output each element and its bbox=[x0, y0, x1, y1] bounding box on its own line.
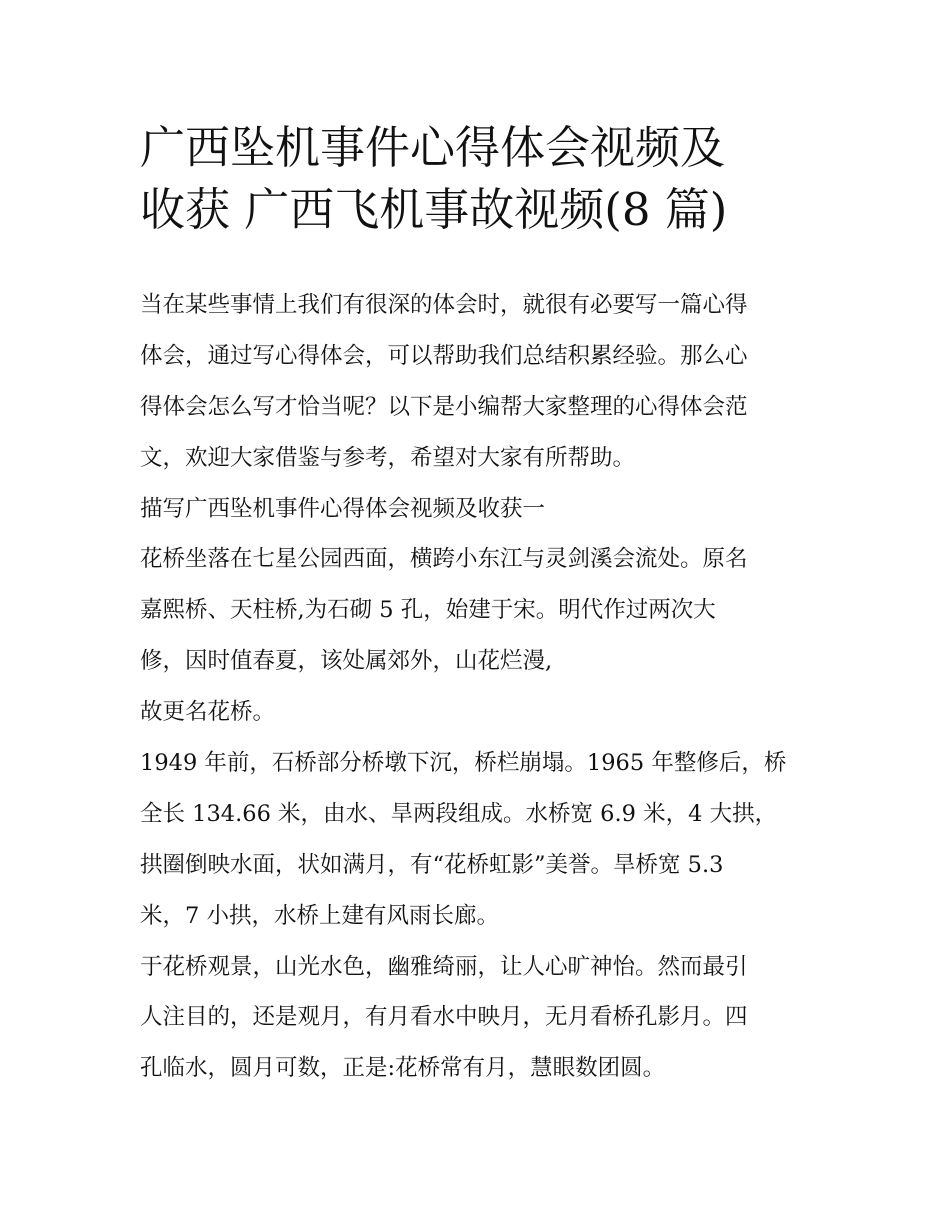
document-title bbox=[140, 117, 840, 241]
paragraph-line: 花桥坐落在七星公园西面，横跨小东江与灵剑溪会流处。原名 bbox=[140, 546, 748, 573]
paragraph-line: 体会，通过写心得体会，可以帮助我们总结积累经验。那么心 bbox=[140, 342, 748, 369]
document-body bbox=[140, 280, 830, 1094]
paragraph-line: 当在某些事情上我们有很深的体会时，就很有必要写一篇心得 bbox=[140, 292, 748, 318]
paragraph-line: 修，因时值春夏，该处属郊外，山花烂漫, bbox=[140, 648, 553, 675]
paragraph-line: 孔临水，圆月可数，正是:花桥常有月，慧眼数团圆。 bbox=[140, 1055, 666, 1082]
paragraph-line: 故更名花桥。 bbox=[140, 699, 276, 726]
paragraph-line: 文，欢迎大家借鉴与参考，希望对大家有所帮助。 bbox=[140, 444, 636, 471]
section-heading: 描写广西坠机事件心得体会视频及收获一 bbox=[140, 495, 546, 522]
paragraph-line: 人注目的，还是观月，有月看水中映月，无月看桥孔影月。四 bbox=[140, 1004, 748, 1031]
paragraph-line: 拱圈倒映水面，状如满月，有“花桥虹影”美誉。旱桥宽 5.3 bbox=[140, 851, 724, 878]
paragraph-line: 于花桥观景，山光水色，幽雅绮丽，让人心旷神怡。然而最引 bbox=[140, 953, 748, 980]
paragraph-line: 米，7 小拱，水桥上建有风雨长廊。 bbox=[140, 902, 499, 929]
paragraph-line: 1949 年前，石桥部分桥墩下沉，桥栏崩塌。1965 年整修后，桥 bbox=[140, 750, 787, 777]
paragraph-line: 嘉熙桥、天柱桥,为石砌 5 孔，始建于宋。明代作过两次大 bbox=[140, 597, 716, 624]
paragraph-line: 得体会怎么写才恰当呢？以下是小编帮大家整理的心得体会范 bbox=[140, 393, 748, 420]
title-line: 广西坠机事件心得体会视频及 bbox=[140, 121, 726, 174]
paragraph-line: 全长 134.66 米，由水、旱两段组成。水桥宽 6.9 米，4 大拱， bbox=[140, 800, 778, 827]
title-line: 收获 广西飞机事故视频(8 篇) bbox=[140, 183, 728, 236]
